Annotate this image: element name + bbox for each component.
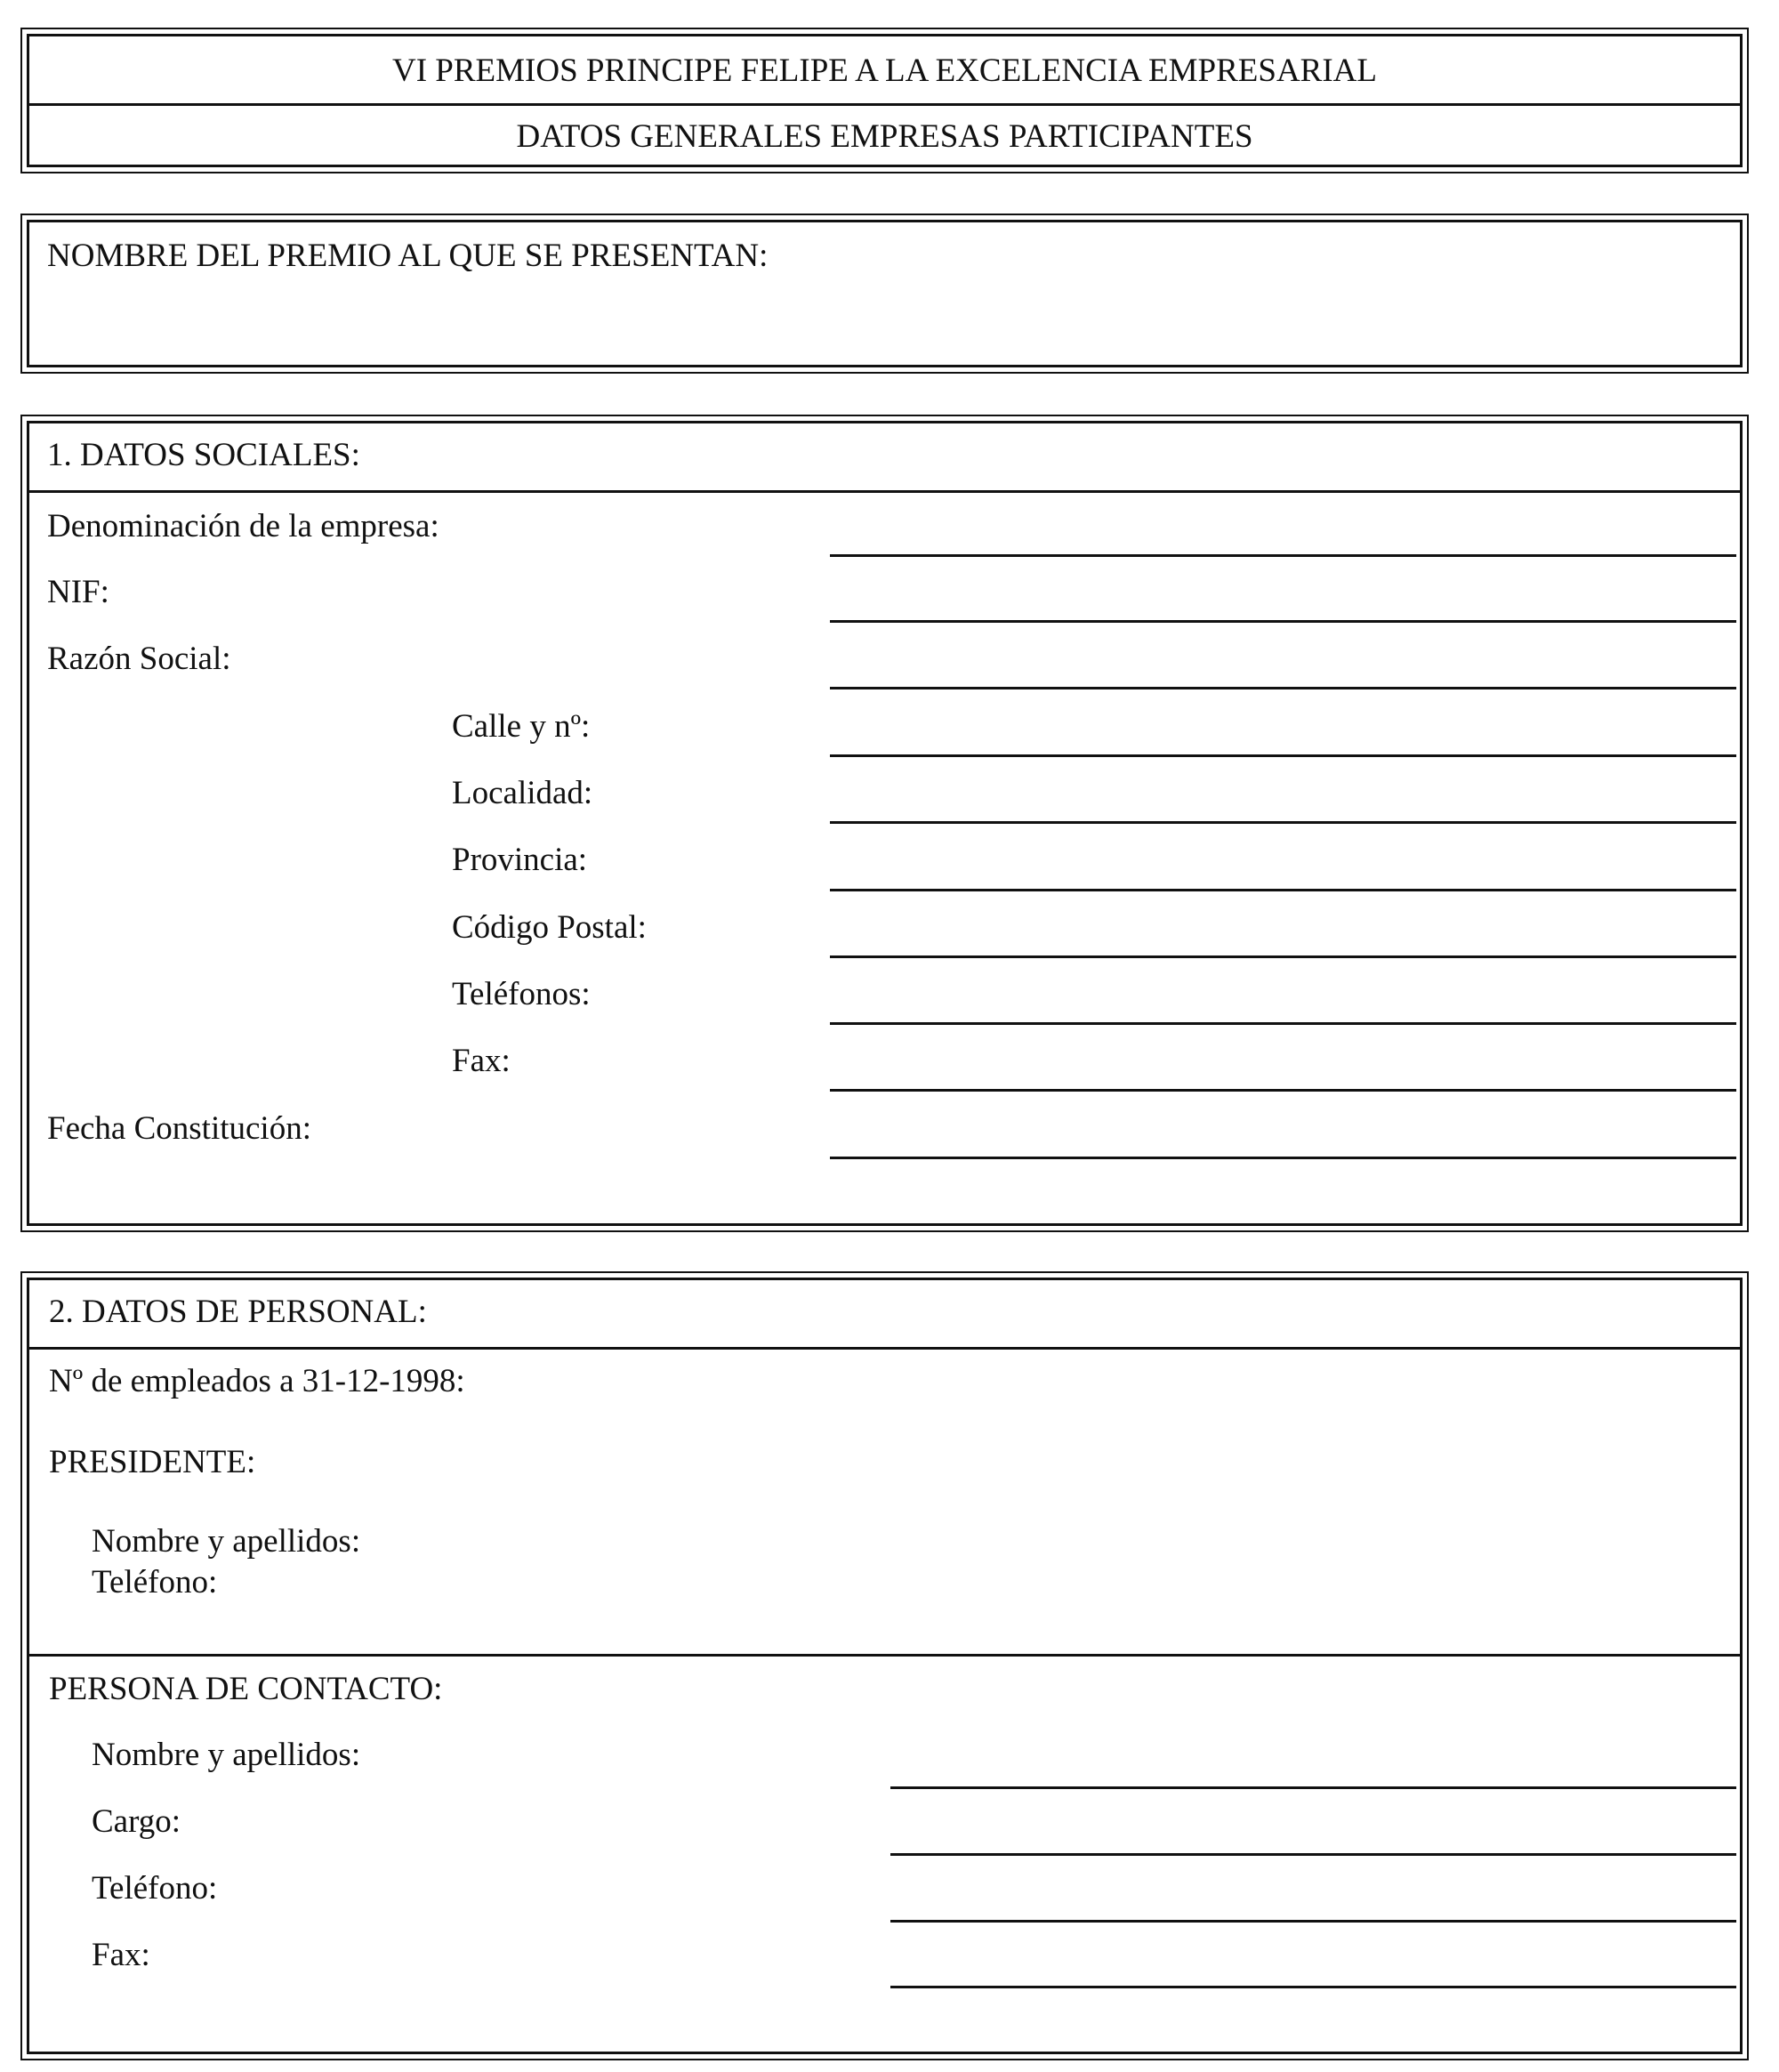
form-title: VI PREMIOS PRINCIPE FELIPE A LA EXCELENCIA EMPRESARIAL <box>391 52 1378 89</box>
contacto-fax-label: Fax: <box>92 1937 150 1973</box>
nif-label: NIF: <box>47 574 109 610</box>
form-subtitle: DATOS GENERALES EMPRESAS PARTICIPANTES <box>516 118 1253 155</box>
calle-field[interactable] <box>830 754 1736 757</box>
fax-label: Fax: <box>452 1043 511 1079</box>
provincia-label: Provincia: <box>452 842 588 878</box>
nif-field[interactable] <box>830 620 1736 623</box>
fecha-constitucion-label: Fecha Constitución: <box>47 1110 311 1147</box>
codigo-postal-field[interactable] <box>830 955 1736 958</box>
empleados-label: Nº de empleados a 31-12-1998: <box>49 1363 465 1399</box>
denominacion-label: Denominación de la empresa: <box>47 508 439 544</box>
section-title-datos-personal: 2. DATOS DE PERSONAL: <box>49 1294 427 1330</box>
section-title-datos-sociales: 1. DATOS SOCIALES: <box>47 437 360 473</box>
denominacion-field[interactable] <box>830 554 1736 557</box>
presidente-divider <box>29 1654 1740 1657</box>
premio-box <box>27 220 1743 367</box>
header-box <box>27 34 1743 167</box>
fax-field[interactable] <box>830 1089 1736 1092</box>
provincia-field[interactable] <box>830 889 1736 891</box>
premio-label: NOMBRE DEL PREMIO AL QUE SE PRESENTAN: <box>47 238 769 274</box>
calle-label: Calle y nº: <box>452 708 591 745</box>
fecha-constitucion-field[interactable] <box>830 1157 1736 1159</box>
contacto-cargo-field[interactable] <box>890 1853 1736 1856</box>
localidad-field[interactable] <box>830 821 1736 824</box>
telefonos-field[interactable] <box>830 1022 1736 1025</box>
contacto-nombre-field[interactable] <box>890 1786 1736 1789</box>
razon-social-field[interactable] <box>830 687 1736 689</box>
datos-sociales-box <box>27 421 1743 1226</box>
telefonos-label: Teléfonos: <box>452 976 591 1012</box>
datos-personal-divider <box>29 1347 1740 1350</box>
datos-personal-box <box>27 1278 1743 2054</box>
localidad-label: Localidad: <box>452 775 593 811</box>
contacto-nombre-label: Nombre y apellidos: <box>92 1737 361 1773</box>
contacto-telefono-field[interactable] <box>890 1920 1736 1923</box>
contacto-telefono-label: Teléfono: <box>92 1870 218 1907</box>
contacto-fax-field[interactable] <box>890 1986 1736 1988</box>
presidente-title: PRESIDENTE: <box>49 1444 256 1480</box>
datos-sociales-divider <box>29 490 1740 493</box>
razon-social-label: Razón Social: <box>47 641 231 677</box>
presidente-telefono-label: Teléfono: <box>92 1564 218 1600</box>
contacto-cargo-label: Cargo: <box>92 1803 181 1840</box>
codigo-postal-label: Código Postal: <box>452 909 647 946</box>
contacto-title: PERSONA DE CONTACTO: <box>49 1671 443 1707</box>
presidente-nombre-label: Nombre y apellidos: <box>92 1523 361 1560</box>
